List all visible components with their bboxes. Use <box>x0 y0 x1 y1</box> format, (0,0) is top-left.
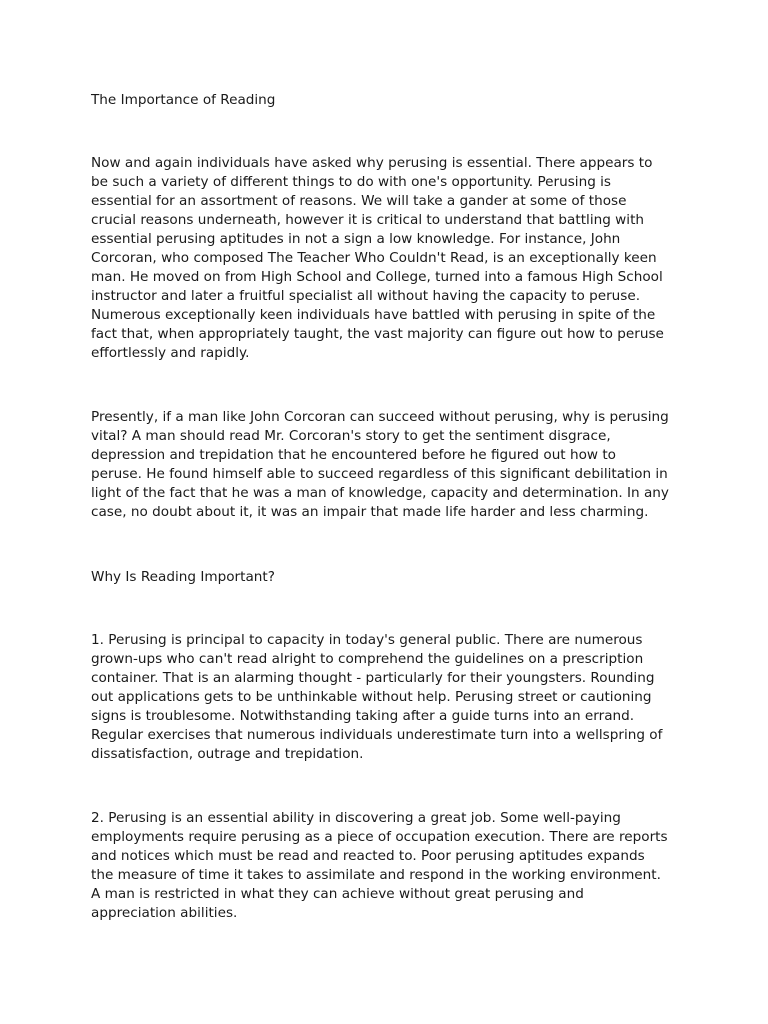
paragraph-line: employments require perusing as a piece of occupation execution. There are reports <box>91 829 668 845</box>
paragraph-line: the measure of time it takes to assimilate and respond in the working environment. <box>91 867 661 883</box>
paragraph-line: essential for an assortment of reasons. We will take a gander at some of those <box>91 193 627 209</box>
paragraph-intro <box>91 154 691 363</box>
document-title <box>91 91 691 110</box>
paragraph-line: dissatisfaction, outrage and trepidation. <box>91 746 364 762</box>
paragraph-line: Regular exercises that numerous individuals underestimate turn into a wellspring of <box>91 727 663 743</box>
paragraph-line: 2. Perusing is an essential ability in discovering a great job. Some well-paying <box>91 810 621 826</box>
title-line: The Importance of Reading <box>91 92 276 108</box>
paragraph-line: and notices which must be read and reacted to. Poor perusing aptitudes expands <box>91 848 645 864</box>
paragraph-line: 1. Perusing is principal to capacity in today's general public. There are numerous <box>91 632 643 648</box>
paragraph-line: Numerous exceptionally keen individuals have battled with perusing in spite of the <box>91 307 656 323</box>
paragraph-corcoran <box>91 408 691 522</box>
paragraph-line: essential perusing aptitudes in not a sign a low knowledge. For instance, John <box>91 231 621 247</box>
paragraph-line: container. That is an alarming thought - particularly for their youngsters. Rounding <box>91 670 655 686</box>
paragraph-line: be such a variety of different things to do with one's opportunity. Perusing is <box>91 174 612 190</box>
paragraph-line: signs is troublesome. Notwithstanding taking after a guide turns into an errand. <box>91 708 635 724</box>
point-1 <box>91 631 691 764</box>
paragraph-line: appreciation abilities. <box>91 905 238 921</box>
paragraph-line: crucial reasons underneath, however it is critical to understand that battling with <box>91 212 645 228</box>
paragraph-line: depression and trepidation that he encountered before he figured out how to <box>91 447 616 463</box>
paragraph-line: peruse. He found himself able to succeed regardless of this significant debilitation in <box>91 466 668 482</box>
paragraph-line: Presently, if a man like John Corcoran can succeed without perusing, why is perusing <box>91 409 669 425</box>
section-subheading <box>91 568 691 587</box>
paragraph-line: case, no doubt about it, it was an impair that made life harder and less charming. <box>91 504 649 520</box>
paragraph-line: effortlessly and rapidly. <box>91 345 250 361</box>
point-2 <box>91 809 691 923</box>
paragraph-line: light of the fact that he was a man of knowledge, capacity and determination. In any <box>91 485 669 501</box>
paragraph-line: out applications gets to be unthinkable without help. Perusing street or cautioning <box>91 689 652 705</box>
paragraph-line: man. He moved on from High School and College, turned into a famous High School <box>91 269 663 285</box>
paragraph-line: Corcoran, who composed The Teacher Who Couldn't Read, is an exceptionally keen <box>91 250 657 266</box>
paragraph-line: grown-ups who can't read alright to comprehend the guidelines on a prescription <box>91 651 644 667</box>
paragraph-line: instructor and later a fruitful specialist all without having the capacity to peruse. <box>91 288 641 304</box>
paragraph-line: fact that, when appropriately taught, the vast majority can figure out how to peruse <box>91 326 664 342</box>
subheading-line: Why Is Reading Important? <box>91 569 275 585</box>
paragraph-line: vital? A man should read Mr. Corcoran's story to get the sentiment disgrace, <box>91 428 611 444</box>
paragraph-line: A man is restricted in what they can achieve without great perusing and <box>91 886 584 902</box>
paragraph-line: Now and again individuals have asked why perusing is essential. There appears to <box>91 155 653 171</box>
